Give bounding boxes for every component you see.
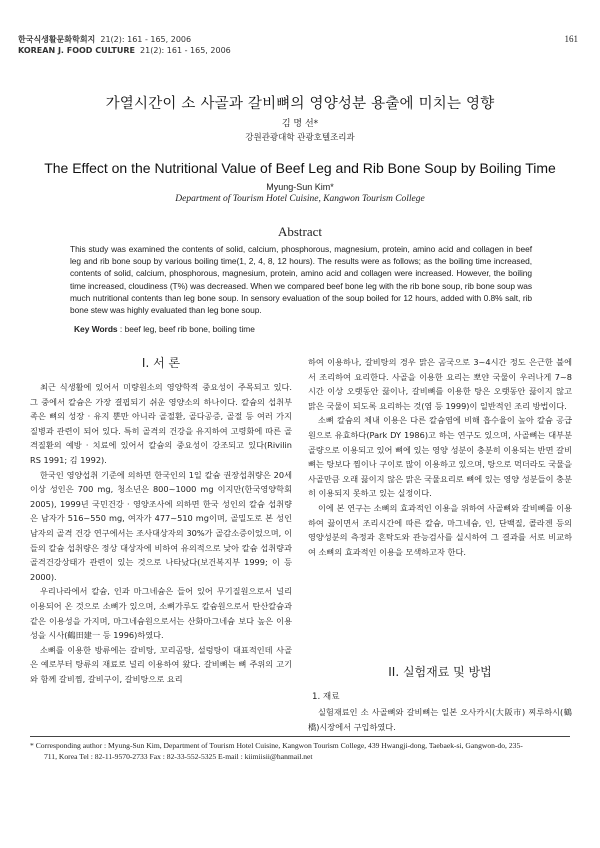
paragraph: 우리나라에서 칼슘, 인과 마그네슘은 들어 있어 무기질원으로서 널리 이용되어 온 것으로 소뼈가 있으며, 소뼈가루도 칼슘원으로서 탄산칼슘과 같은 이용성을 가지며, 마그네슘원으로서는 산화마그네슘 보다 높은 이용성을 시사(鶴田建一 등 1996)하였다. xyxy=(30,586,292,641)
page-number: 161 xyxy=(564,34,578,44)
methods-paragraph-block xyxy=(308,705,572,734)
journal-volume: 21(2): 161 - 165, 2006 xyxy=(100,35,192,44)
paragraph: 소뼈를 이용한 방류에는 갈비탕, 꼬리곰탕, 설렁탕이 대표적인데 사골은 예로부터 탕류의 재료로 널리 이용하여 왔다. 갈비뼈는 뼈 주위의 고기와 함께 갈비찜, 갈비구이, 갈비탕으로 요리 xyxy=(30,644,292,684)
footnote xyxy=(30,740,570,762)
footnote-divider xyxy=(30,736,570,737)
left-column xyxy=(30,380,292,686)
section-heading-methods: II. 실험재료 및 방법 xyxy=(388,665,492,679)
affiliation-korean: 강원관광대학 관광호텔조리과 xyxy=(245,133,355,143)
subsection-heading: 1. 재료 xyxy=(312,692,340,702)
author-korean: 김 명 선* xyxy=(281,119,319,129)
abstract-heading: Abstract xyxy=(277,224,323,239)
right-column xyxy=(308,355,572,559)
abstract-body: This study was examined the contents of solid, calcium, phosphorous, magnesium, protein, amino acid and collagen in beef leg and rib bone soup by various boiling time(1, 2, 4, 8, 12 hours). The results were as follows; as the boiling time increased, contents of solid, calcium, phosphorous, magnesium, protein, amino acid and collagen were increased. However, the boiling time increased, cloudiness (T%) was decreased. When we compared beef bone leg with the rib bone soup, rib bone soup was much nutritional contents than leg bone soup. In sensory evaluation of the soup boiled for 12 hours, added with 0.8% salt, rib bone stew was highly evaluated than leg bone soup. xyxy=(70,244,532,316)
paragraph: 소뼈 칼슘의 체내 이용은 다른 칼슘염에 비해 흡수율이 높아 칼슘 공급원으로 유효하다(Park DY 1986)고 하는 연구도 있으며, 사골뼈는 대부분 골량으로 이용되고 있어 뼈에 있는 영양 성분이 충분히 이용되는 반면 갈비뼈는 탕보다 찜이나 구이로 많이 이용하고 있으며, 탕으로 먹더라도 국물을 사골만큼 오래 끓이지 않은 맑은 국물요리로 뼈에 있는 영양 성분들이 충분히 이용되지 못하고 있는 실정이다. xyxy=(308,415,572,499)
author-english: Myung-Sun Kim* xyxy=(266,182,334,192)
journal-name-en: KOREAN J. FOOD CULTURE xyxy=(18,46,135,55)
footnote-line: * Corresponding author : Myung-Sun Kim, Department of Tourism Hotel Cuisine, Kangwon Tourism College, 439 Hwangji-dong, Taebaek-si, Gangwon-do, 235- xyxy=(30,741,523,750)
paragraph: 실험재료인 소 사골뼈와 갈비뼈는 일본 오사카시(大阪市) 찌루하시(鶴橋)시장에서 구입하였다. xyxy=(308,707,572,732)
section-heading-introduction: I. 서 론 xyxy=(141,356,181,370)
journal-header xyxy=(18,34,231,56)
paragraph: 이에 본 연구는 소뼈의 효과적인 이용을 위하여 사골뼈와 갈비뼈를 이용하여 끓이면서 조리시간에 따른 칼슘, 마그네슘, 인, 단백질, 콜라겐 등의 영양성분의 측정과 혼탁도와 관능검사를 실시하여 그 결과를 서로 비교하여 소뼈의 효과적인 이용을 모색하고자 한다. xyxy=(308,502,572,557)
paragraph: 하여 이용하나, 갈비탕의 경우 맑은 곰국으로 3~4시간 정도 은근한 불에서 조리하여 요리한다. 사골을 이용한 요리는 뽀얀 국물이 우러나게 7~8시간 이상 오랫동안 끓이나, 갈비뼈를 이용한 탕은 오랫동안 끓이지 않고 맑은 국물이 되도록 요리하는 것(염 등 1999)이 일반적인 조리 방법이다. xyxy=(308,357,572,411)
title-korean: 가열시간이 소 사골과 갈비뼈의 영양성분 용출에 미치는 영향 xyxy=(105,96,495,112)
paragraph: 최근 식생활에 있어서 미량원소의 영양학적 중요성이 주목되고 있다. 그 중에서 칼슘은 가장 결핍되기 쉬운 영양소의 하나이다. 칼슘의 섭취부족은 뼈의 성장 · 유지 뿐만 아니라 골절환, 골다공증, 골절 등 여러 가지 질병과 관련이 되어 있다. 특히 골격의 건강을 유지하여 고령화에 따른 골격질환의 예방 · 치료에 있어서 칼슘의 중요성이 강조되고 있다(Rivilin RS 1991; 김 1992). xyxy=(30,382,292,465)
paragraph: 한국인 영양섭취 기준에 의하면 한국인의 1일 칼슘 권장섭취량은 20세 이상 성인은 700 mg, 청소년은 800~1000 mg 이지만(한국영양학회 2005), 1999년 국민건강 · 영양조사에 의하면 한국 성인의 칼슘 섭취량은 남자가 516~550 mg, 여자가 477~510 mg이며, 골밀도로 본 성인 남자의 골격 건강 연구에서는 조사대상자의 30%가 골감소증이었으며, 이들의 칼슘 섭취량은 정상 대상자에 비하여 유의적으로 낮아 칼슘 섭취량과 골격건강상태가 관련이 있는 것으로 나타났다(보건복지부 1999; 이 등 2000). xyxy=(30,469,292,582)
title-english: The Effect on the Nutritional Value of Beef Leg and Rib Bone Soup by Boiling Time xyxy=(44,160,556,176)
journal-name-ko: 한국식생활문화학회지 xyxy=(18,35,96,44)
journal-volume-en: 21(2): 161 - 165, 2006 xyxy=(140,46,231,55)
keywords xyxy=(74,324,255,334)
keywords-label: Key Words xyxy=(74,324,118,334)
footnote-line: 711, Korea Tel : 82-11-9570-2733 Fax : 82-33-552-5325 E-mail : kiimiisii@hanmail.net xyxy=(44,752,313,761)
affiliation-english: Department of Tourism Hotel Cuisine, Kangwon Tourism College xyxy=(175,194,425,204)
keywords-list: : beef leg, beef rib bone, boiling time xyxy=(117,324,255,334)
